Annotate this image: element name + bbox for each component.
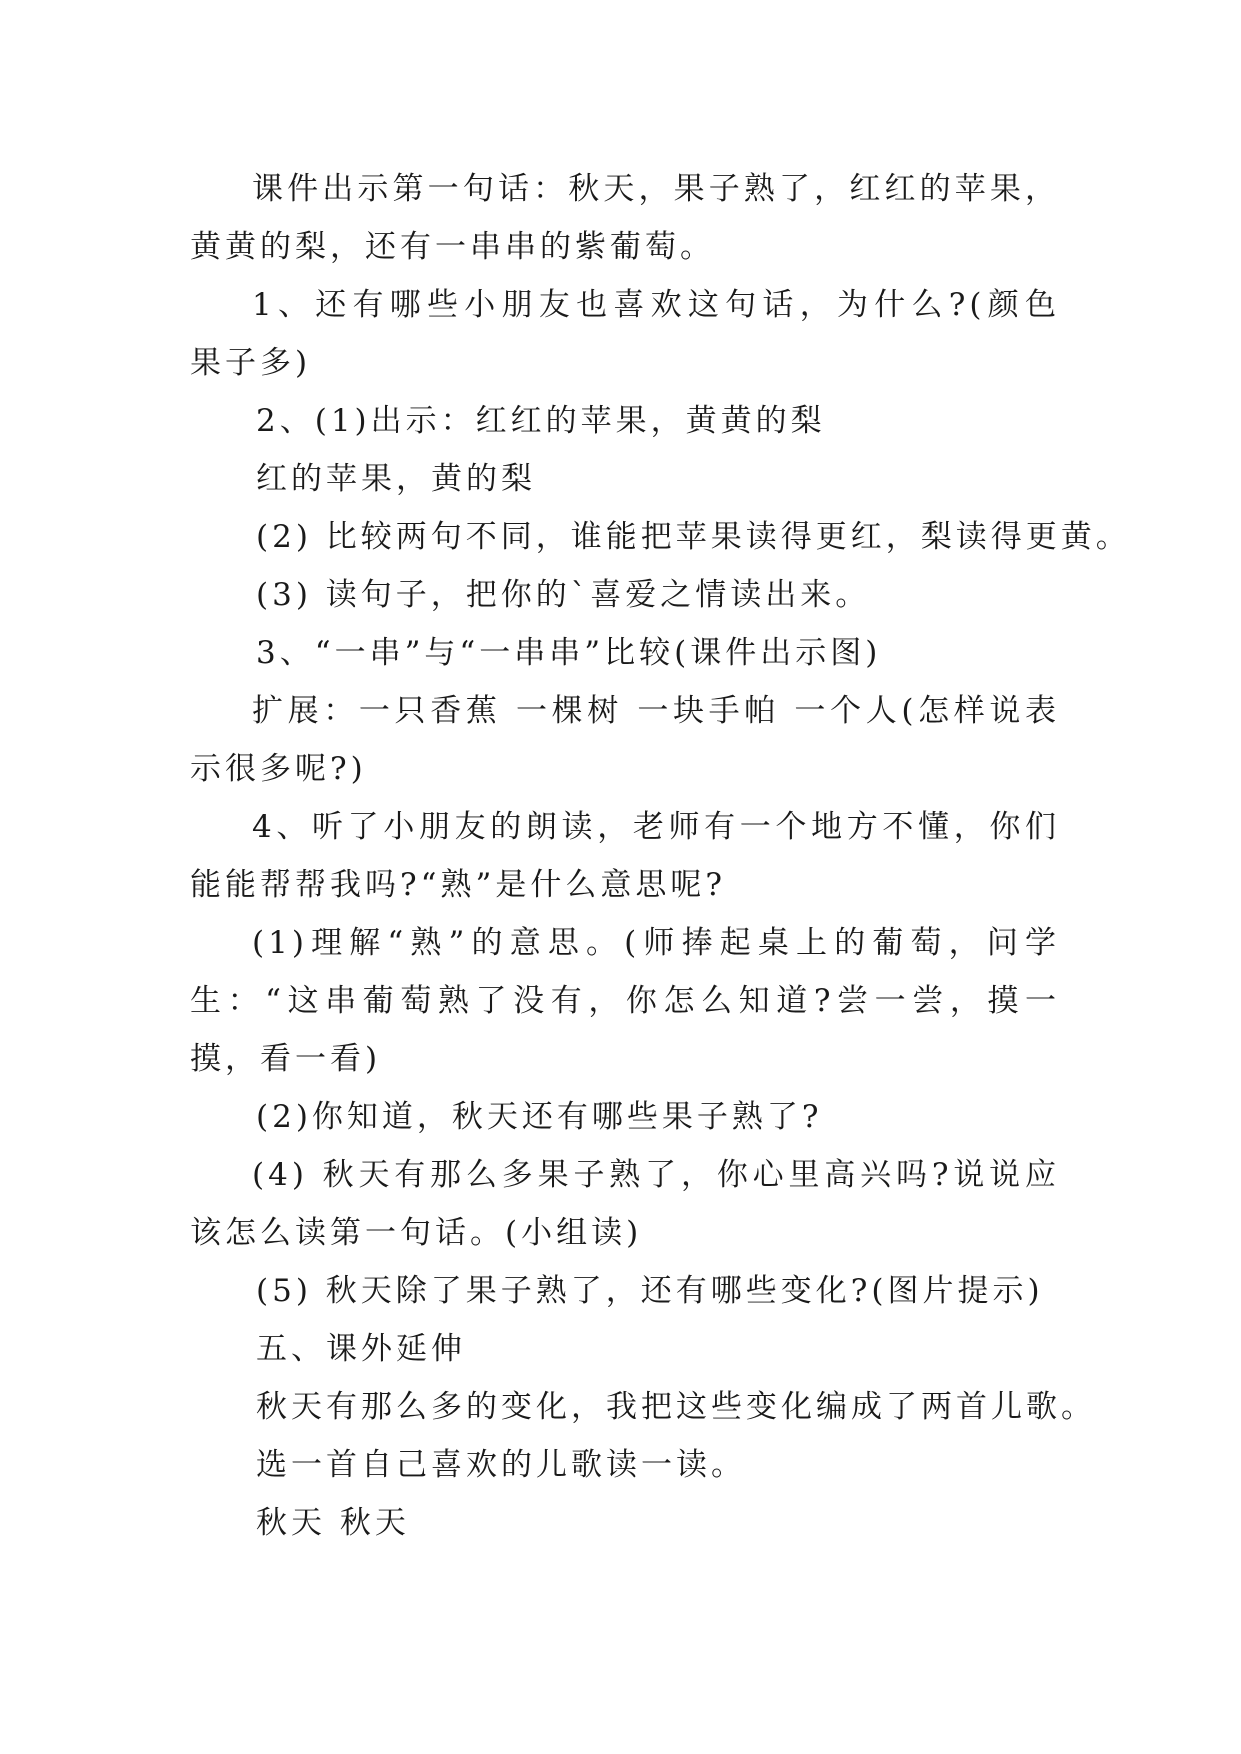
paragraph-question-2: 2、(1)出示：红红的苹果，黄黄的梨: [256, 403, 826, 439]
paragraph-question-4: 4、听了小朋友的朗读，老师有一个地方不懂，你们能能帮帮我吗?“熟”是什么意思呢?: [190, 809, 1060, 903]
paragraph-read-sentence: (3) 读句子，把你的`喜爱之情读出来。: [256, 577, 871, 613]
paragraph-question-3: 3、“一串”与“一串串”比较(课件出示图): [256, 635, 882, 671]
paragraph-courseware-first-sentence: 课件出示第一句话：秋天，果子熟了，红红的苹果，黄黄的梨，还有一串串的紫葡萄。: [190, 171, 1060, 265]
paragraph-nursery-rhymes: 秋天有那么多的变化，我把这些变化编成了两首儿歌。: [256, 1389, 1096, 1425]
paragraph-rhyme-title: 秋天 秋天: [256, 1505, 410, 1541]
paragraph-other-changes: (5) 秋天除了果子熟了，还有哪些变化?(图片提示): [256, 1273, 1044, 1309]
paragraph-understand-ripe: (1)理解“熟”的意思。(师捧起桌上的葡萄，问学生：“这串葡萄熟了没有，你怎么知道?尝一尝，摸一摸，看一看): [190, 925, 1060, 1077]
paragraph-choose-rhyme: 选一首自己喜欢的儿歌读一读。: [256, 1447, 746, 1483]
section-heading-extension: 五、课外延伸: [256, 1331, 466, 1367]
paragraph-compare-sentences: (2) 比较两句不同，谁能把苹果读得更红，梨读得更黄。: [256, 519, 1131, 555]
paragraph-example-phrase: 红的苹果，黄的梨: [256, 461, 536, 497]
document-body: [190, 160, 1131, 1552]
paragraph-happy-read: (4) 秋天有那么多果子熟了，你心里高兴吗?说说应该怎么读第一句话。(小组读): [190, 1157, 1060, 1251]
paragraph-extension: 扩展：一只香蕉 一棵树 一块手帕 一个人(怎样说表示很多呢?): [190, 693, 1060, 787]
paragraph-question-1: 1、还有哪些小朋友也喜欢这句话，为什么?(颜色 果子多): [190, 287, 1060, 381]
paragraph-which-fruits: (2)你知道，秋天还有哪些果子熟了?: [256, 1099, 823, 1135]
